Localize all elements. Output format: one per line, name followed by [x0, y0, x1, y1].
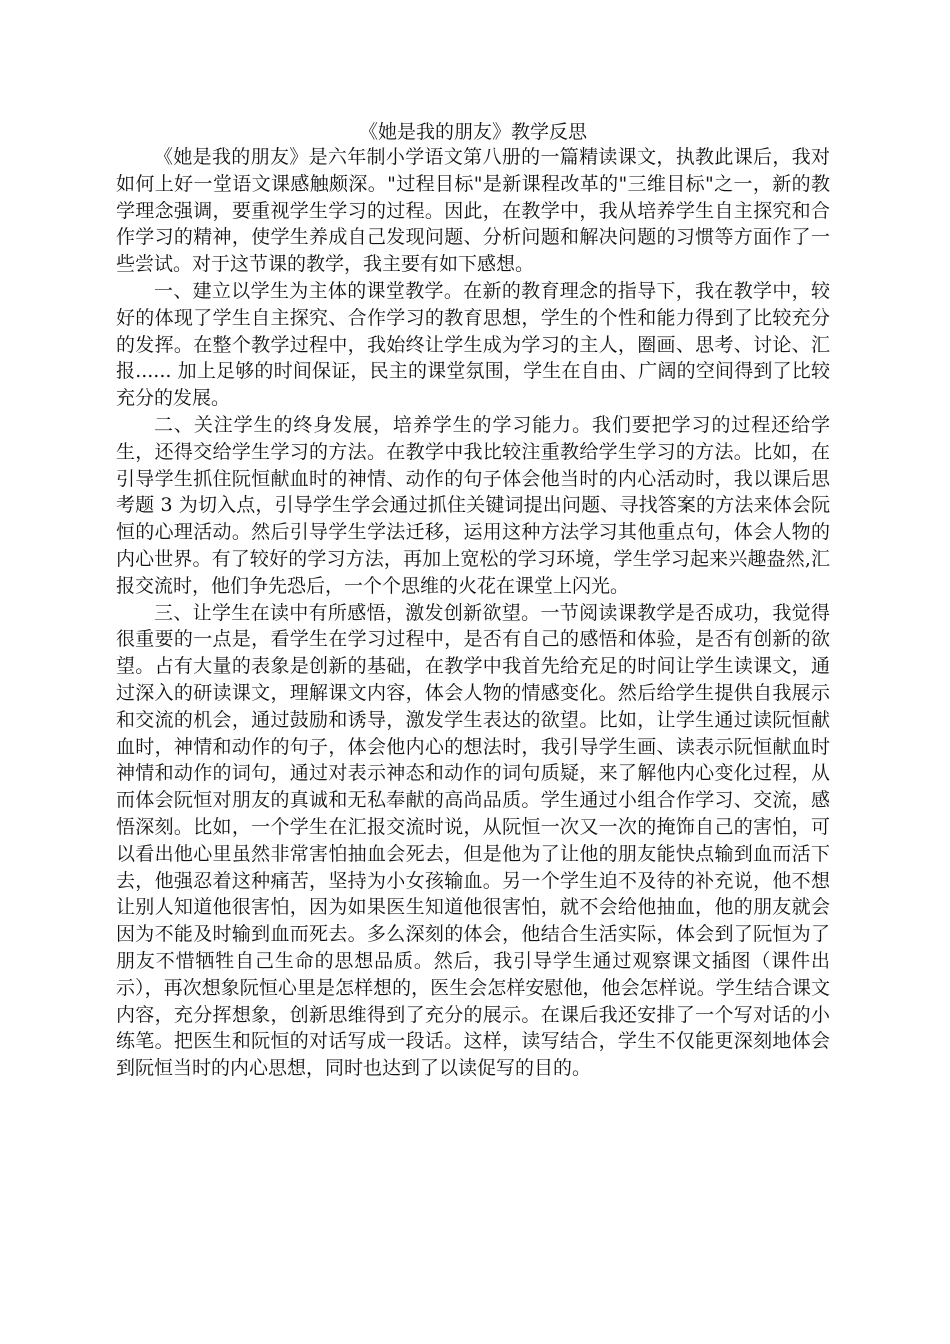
document-title: 《她是我的朋友》教学反思 [358, 121, 587, 143]
paragraph-point-three: 三、让学生在读中有所感悟，激发创新欲望。一节阅读课教学是否成功，我觉得很重要的一点是，看学生在学习过程中，是否有自己的感悟和体验，是否有创新的欲望。占有大量的表象是创新的基础，在教学中我首先给充足的时间让学生读课文，通过深入的研读课文，理解课文内容，体会人物的情感变化。然后给学生提供自我展示和交流的机会，通过鼓励和诱导，激发学生表达的欲望。比如，让学生通过读阮恒献血时，神情和动作的句子，体会他内心的想法时，我引导学生画、读表示阮恒献血时神情和动作的词句，通过对表示神态和动作的词句质疑，来了解他内心变化过程，从而体会阮恒对朋友的真诚和无私奉献的高尚品质。学生通过小组合作学习、交流，感悟深刻。比如，一个学生在汇报交流时说，从阮恒一次又一次的掩饰自己的害怕，可以看出他心里虽然非常害怕抽血会死去，但是他为了让他的朋友能快点输到血而活下去，他强忍着这种痛苦，坚持为小女孩输血。另一个学生迫不及待的补充说，他不想让别人知道他很害怕，因为如果医生知道他很害怕，就不会给他抽血，他的朋友就会因为不能及时输到血而死去。多么深刻的体会，他结合生活实际，体会到了阮恒为了朋友不惜牺牲自己生命的思想品质。然后，我引导学生通过观察课文插图（课件出示），再次想象阮恒心里是怎样想的，医生会怎样安慰他，他会怎样说。学生结合课文内容，充分挥想象，创新思维得到了充分的展示。在课后我还安排了一个写对话的小练笔。把医生和阮恒的对话写成一段话。这样，读写结合，学生不仅能更深刻地体会到阮恒当时的内心思想，同时也达到了以读促写的目的。 [116, 601, 830, 1080]
paragraph-intro: 《她是我的朋友》是六年制小学语文第八册的一篇精读课文，执教此课后，我对如何上好一堂语文课感触颇深。"过程目标"是新课程改革的"三维目标"之一，新的教学理念强调，要重视学生学习的过程。因此，在教学中，我从培养学生自主探究和合作学习的精神，使学生养成自己发现问题、分析问题和解决问题的习惯等方面作了一些尝试。对于这节课的教学，我主要有如下感想。 [116, 146, 830, 276]
paragraph-point-two: 二、关注学生的终身发展，培养学生的学习能力。我们要把学习的过程还给学生，还得交给学生学习的方法。在教学中我比较注重教给学生学习的方法。比如，在引导学生抓住阮恒献血时的神情、动作的句子体会他当时的内心活动时，我以课后思考题 3 为切入点，引导学生学会通过抓住关键词提出问题、寻找答案的方法来体会阮恒的心理活动。然后引导学生学法迁移，运用这种方法学习其他重点句，体会人物的内心世界。有了较好的学习方法，再加上宽松的学习环境，学生学习起来兴趣盎然,汇报交流时，他们争先恐后，一个个思维的火花在课堂上闪光。 [116, 413, 830, 597]
document-page [116, 120, 830, 1082]
paragraph-point-one: 一、建立以学生为主体的课堂教学。在新的教育理念的指导下，我在教学中，较好的体现了学生自主探究、合作学习的教育思想，学生的个性和能力得到了比较充分的发挥。在整个教学过程中，我始终让学生成为学习的主人，圈画、思考、讨论、汇报...... 加上足够的时间保证，民主的课堂氛围，学生在自由、广阔的空间得到了比较充分的发展。 [116, 279, 830, 410]
